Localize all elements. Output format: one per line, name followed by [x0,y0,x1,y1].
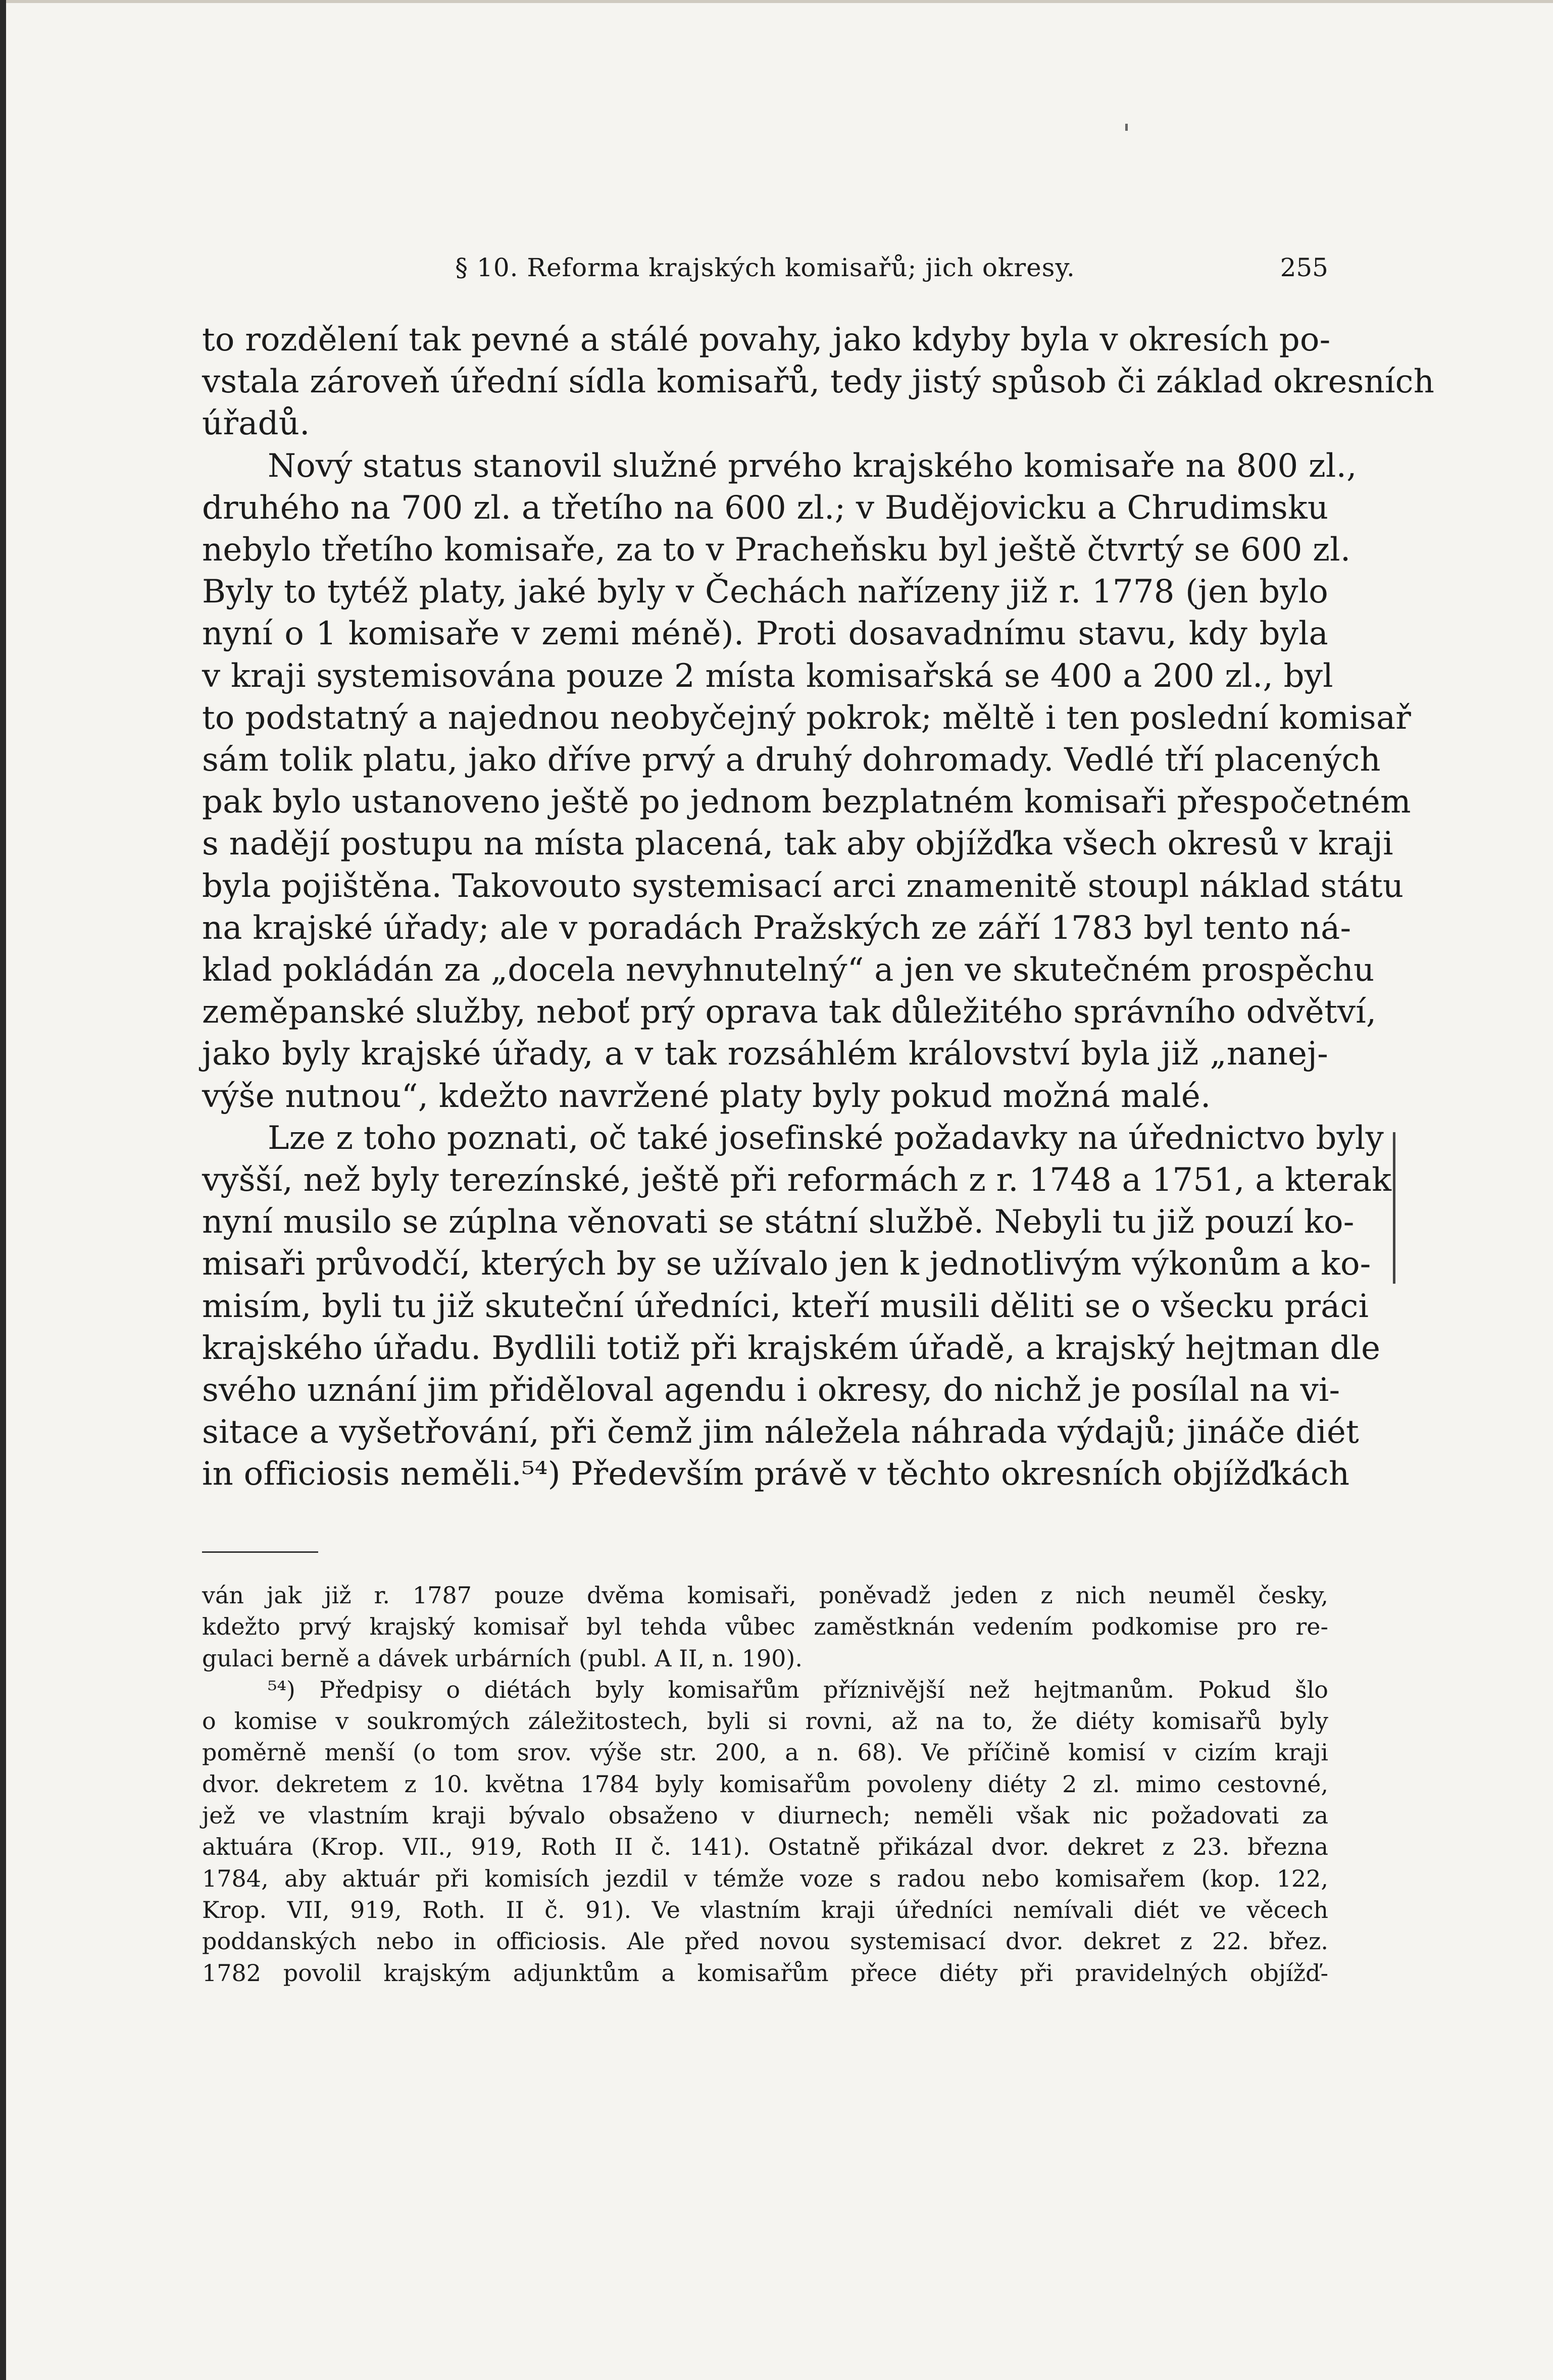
body-line: Lze z toho poznati, oč také josefinské požadavky na úřednictvo byly [268,1119,1384,1157]
body-line: krajského úřadu. Bydlili totiž při krajském úřadě, a krajský hejtman dle [202,1329,1381,1367]
body-line: Byly to tytéž platy, jaké byly v Čechách nařízeny již r. 1778 (jen bylo [202,573,1328,611]
body-line: byla pojištěna. Takovouto systemisací arci znamenitě stoupl náklad státu [202,867,1404,905]
body-line: sám tolik platu, jako dříve prvý a druhý dohromady. Vedlé tří placených [202,741,1381,779]
body-line: nebylo třetího komisaře, za to v Pracheňsku byl ještě čtvrtý se 600 zl. [202,531,1351,569]
footnote-line: kdežto prvý krajský komisař byl tehda vůbec zaměstknán vedením podkomise pro re- [202,1613,1328,1641]
body-line: jako byly krajské úřady, a v tak rozsáhlém království byla již „nanej- [202,1035,1328,1073]
body-line: výše nutnou“, kdežto navržené platy byly pokud možná malé. [202,1077,1211,1115]
body-line: sitace a vyšetřování, při čemž jim náležela náhrada výdajů; jináče diét [202,1413,1359,1451]
footnote-line: 1782 povolil krajským adjunktům a komisařům přece diéty při pravidelných objížď- [202,1959,1328,1987]
body-line: pak bylo ustanoveno ještě po jednom bezplatném komisaři přespočetném [202,783,1411,821]
body-line: na krajské úřady; ale v poradách Pražských ze září 1783 byl tento ná- [202,909,1351,947]
body-line: v kraji systemisována pouze 2 místa komisařská se 400 a 200 zl., byl [202,657,1333,695]
body-line: svého uznání jim přiděloval agendu i okresy, do nichž je posílal na vi- [202,1372,1340,1409]
body-line: to rozdělení tak pevné a stálé povahy, jako kdyby byla v okresích po- [202,321,1331,359]
footnote-line: aktuára (Krop. VII., 919, Roth II č. 141). Ostatně přikázal dvor. dekret z 23. března [202,1833,1328,1861]
body-line: úřadů. [202,405,310,443]
body-line: misaři průvodčí, kterých by se užívalo jen k jednotlivým výkonům a ko- [202,1245,1371,1283]
footnotes [202,1580,1328,1989]
footnote-line: gulaci berně a dávek urbárních (publ. A II, n. 190). [202,1644,803,1672]
running-head: § 10. Reforma krajských komisařů; jich okresy. [455,253,1075,282]
body-line: Nový status stanovil služné prvého krajského komisaře na 800 zl., [268,447,1357,485]
footnote-line: Krop. VII, 919, Roth. II č. 91). Ve vlastním kraji úředníci nemívali diét ve věcech [202,1896,1328,1923]
page-top-edge [0,0,1553,3]
body-line: nyní o 1 komisaře v zemi méně). Proti dosavadnímu stavu, kdy byla [202,615,1328,653]
body-line: klad pokládán za „docela nevyhnutelný“ a jen ve skutečném prospěchu [202,951,1375,989]
body-line: vyšší, než byly terezínské, ještě při reformách z r. 1748 a 1751, a kterak [202,1161,1392,1199]
body-line: druhého na 700 zl. a třetího na 600 zl.; v Budějovicku a Chrudimsku [202,489,1329,527]
footnote-line: jež ve vlastním kraji bývalo obsaženo v diurnech; neměli však nic požadovati za [202,1802,1328,1830]
footnote-line: dvor. dekretem z 10. května 1784 byly komisařům povoleny diéty 2 zl. mimo cestovné, [202,1770,1328,1798]
margin-pencil-mark [1393,1132,1395,1284]
body-line: nyní musilo se zúplna věnovati se státní službě. Nebyli tu již pouzí ko- [202,1203,1355,1241]
footnote-line: poddanských nebo in officiosis. Ale před novou systemisací dvor. dekret z 22. břez. [202,1928,1328,1955]
footnote-line: 1784, aby aktuár při komisích jezdil v témže voze s radou nebo komisařem (kop. 122, [202,1864,1328,1892]
body-line: to podstatný a najednou neobyčejný pokrok; měltě i ten poslední komisař [202,699,1412,737]
page-number: 255 [1280,253,1328,282]
footnote-line: ván jak již r. 1787 pouze dvěma komisaři, poněvadž jeden z nich neuměl česky, [202,1582,1328,1609]
footnote-line: o komise v soukromých záležitostech, byli si rovni, až na to, že diéty komisařů byly [202,1707,1328,1735]
body-line: misím, byli tu již skuteční úředníci, kteří musili děliti se o všecku práci [202,1287,1369,1325]
footnote-line: ⁵⁴) Předpisy o diétách byly komisařům příznivější než hejtmanům. Pokud šlo [268,1676,1328,1703]
body-line: in officiosis neměli.⁵⁴) Především právě v těchto okresních objížďkách [202,1455,1350,1493]
footnote-rule [202,1551,318,1553]
footnote-line: poměrně menší (o tom srov. výše str. 200, a n. 68). Ve příčině komisí v cizím kraji [202,1739,1328,1766]
body-text [202,319,1435,1496]
body-line: zeměpanské služby, neboť prý oprava tak důležitého správního odvětví, [202,993,1377,1031]
page-binding-edge [0,0,6,2380]
body-line: vstala zároveň úřední sídla komisařů, tedy jistý spůsob či základ okresních [202,363,1435,401]
body-line: s nadějí postupu na místa placená, tak aby objížďka všech okresů v kraji [202,825,1393,863]
scan-mark [1125,124,1128,131]
